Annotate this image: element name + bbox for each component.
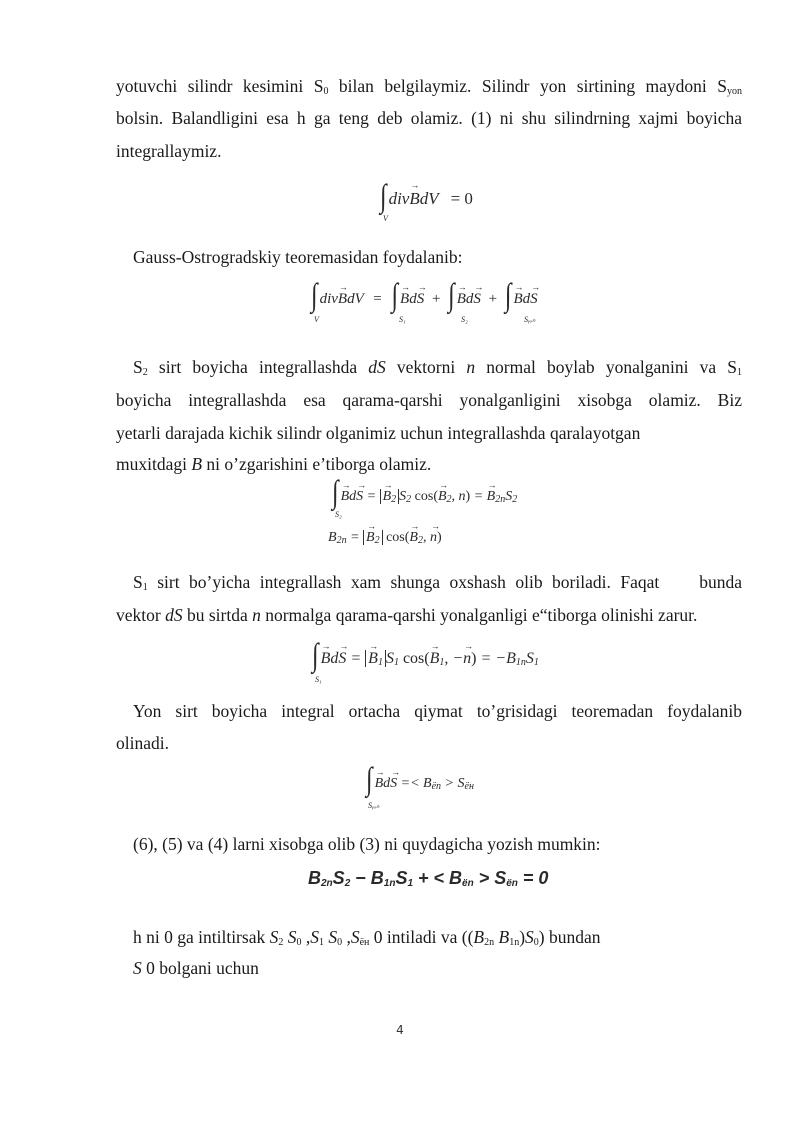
formula-b2n-definition: $B_{2n}$ = → $B_2$ $\cos(\to B_2$, → n) bbox=[328, 530, 442, 546]
paragraph-4-line-1: $S_1$ sirt bo’yicha integrallash xam shunga oxshash olib boriladi. Faqat bunda bbox=[133, 572, 742, 593]
formula-b2-flux: ∫→ Bd→ S = → $B_2$ $S_2$ $\cos(\to B_2$, n) = → $B_{2n}S_2$ S₂ bbox=[332, 480, 517, 507]
paragraph-3-line-3: yetarli darajada kichik silindr olganimiz uchun integrallashda qaralayotgan bbox=[116, 423, 641, 443]
paragraph-7-line-1: h ni 0 ga intiltirsak $S_2$ $S_0$ $,S_1$ $S_0$ $,S_{ён}$ 0 intiladi va (($B_{2n}$ $B_{1n})S_0$) bundan bbox=[133, 927, 601, 948]
formula-divergence-volume: ∫ div→ BdV = 0 V bbox=[380, 184, 473, 211]
paragraph-7-line-2: S 0 bolgani uchun bbox=[133, 958, 259, 978]
paragraph-3-line-1: $S_2$ sirt boyicha integrallashda dS vektorni n normal boylab yonalganini va $S_1$ bbox=[133, 357, 742, 378]
formula-flux-balance: $B_{2n}S_2 - B_{1n}S_1$ + < $B_{ёn} > S_{ёn} = 0$ bbox=[308, 868, 549, 889]
paragraph-1-line-2: bolsin. Balandligini esa h ga teng deb olamiz. (1) ni shu silindrning xajmi boyicha bbox=[116, 108, 742, 128]
paragraph-1-line-3: integrallaymiz. bbox=[116, 141, 222, 161]
paragraph-1-line-1: yotuvchi silindr kesimini $S_0$ bilan belgilaymiz. Silindr yon sirtining maydoni $S_{yon}$ bbox=[116, 76, 743, 97]
formula-b1-flux: ∫→ Bd→ S = → $B_1$ $S_1$ $\cos(\to B_1$, −→ $n) = -B_{1n}S_1$ S₁ bbox=[312, 643, 539, 670]
page-number: 4 bbox=[396, 1023, 404, 1037]
paragraph-4-line-2: vektor dS bu sirtda n normalga qarama-qarshi yonalganligi e“tiborga olinishi zarur. bbox=[116, 605, 698, 625]
formula-side-surface: ∫→ $Bd\to S =< B_{ёn} > S_{ён}$ Sᵧₒₙ bbox=[366, 767, 474, 794]
paragraph-6: (6), (5) va (4) larni xisobga olib (3) ni quydagicha yozish mumkin: bbox=[133, 834, 601, 854]
paragraph-3-line-2: boyicha integrallashda esa qarama-qarshi yonalganligini xisobga olamiz. Biz bbox=[116, 390, 742, 410]
paragraph-5-line-2: olinadi. bbox=[116, 733, 169, 753]
paragraph-5-line-1: Yon sirt boyicha integral ortacha qiymat to’grisidagi teoremadan foydalanib bbox=[133, 701, 742, 721]
paragraph-3-line-4: muxitdagi B ni o’zgarishini e’tiborga olamiz. bbox=[116, 454, 432, 474]
paragraph-2: Gauss-Ostrogradskiy teoremasidan foydalanib: bbox=[133, 247, 463, 267]
formula-gauss-ostrogradskiy: ∫ div→ BdV = ∫→ Bd→ S + ∫→ Bd→ S + ∫→ Bd→ S V S₁ S₂ Sᵧₒₙ bbox=[311, 283, 538, 310]
